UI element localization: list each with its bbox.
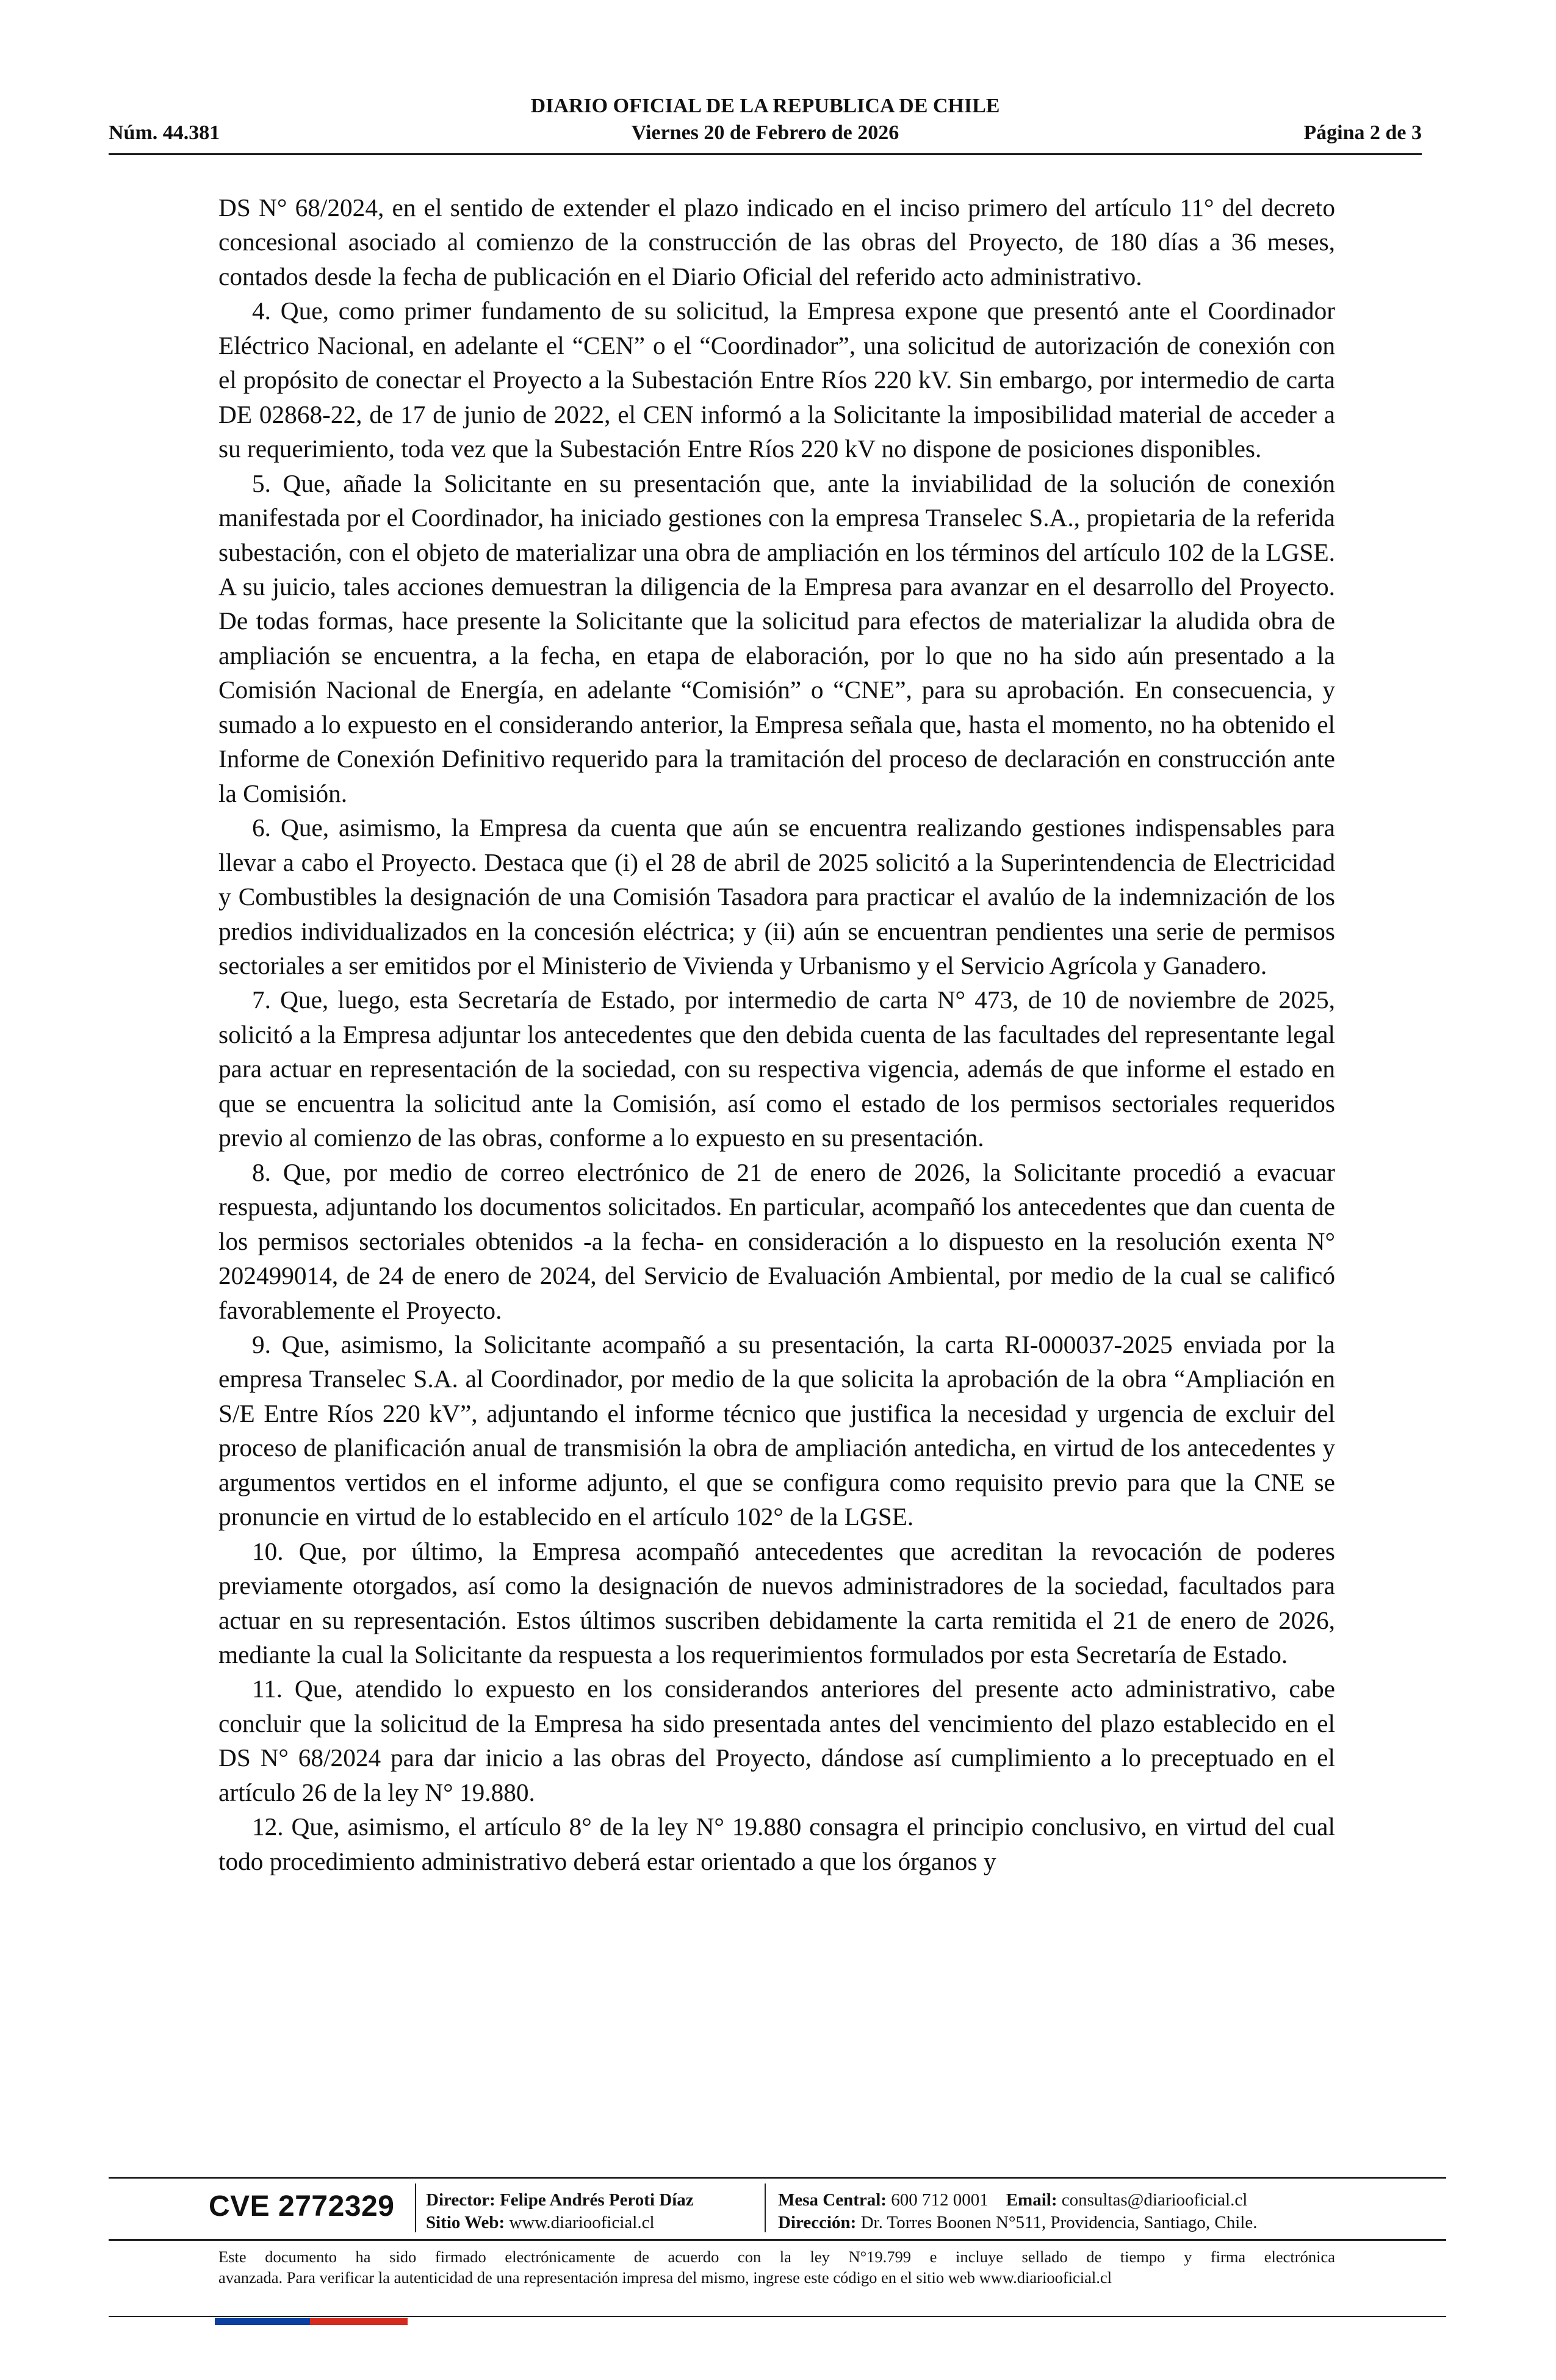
email-link[interactable]: consultas@diariooficial.cl: [1061, 2190, 1248, 2210]
website-label: Sitio Web:: [426, 2213, 505, 2232]
director-label: Director:: [426, 2190, 495, 2210]
footer-bottom-divider: [109, 2316, 1446, 2317]
paragraph-10: 10. Que, por último, la Empresa acompañó antecedentes que acreditan la revocación de poderes previamente otorgados, así como la designación de nuevos administradores de la sociedad, facultados para actuar en su representación. Estos últimos suscriben debidamente la carta remitida el 21 de enero de 2026, mediante la cual la Solicitante da respuesta a los requerimientos formulados por esta Secretaría de Estado.: [218, 1537, 1335, 1669]
paragraph-5: 5. Que, añade la Solicitante en su presentación que, ante la inviabilidad de la solución de conexión manifestada por el Coordinador, ha iniciado gestiones con la empresa Transelec S.A., propietaria de la referida subestación, con el objeto de materializar una obra de ampliación en los términos del artículo 102 de la LGSE. A su juicio, tales acciones demuestran la diligencia de la Empresa para avanzar en el desarrollo del Proyecto. De todas formas, hace presente la Solicitante que la solicitud para efectos de materializar la aludida obra de ampliación se encuentra, a la fecha, en etapa de elaboración, por lo que no ha sido aún presentado a la Comisión Nacional de Energía, en adelante “Comisión” o “CNE”, para su aprobación. En consecuencia, y sumado a lo expuesto en el considerando anterior, la Empresa señala que, hasta el momento, no ha obtenido el Informe de Conexión Definitivo requerido para la tramitación del proceso de declaración en construcción ante la Comisión.: [218, 469, 1335, 807]
address-label: Dirección:: [778, 2213, 857, 2232]
publication-title: DIARIO OFICIAL DE LA REPUBLICA DE CHILE: [530, 95, 1000, 117]
cve-code: CVE 2772329: [209, 2190, 395, 2223]
disclaimer-line-1: Este documento ha sido firmado electrónicamente de acuerdo con la ley N°19.799 e incluye sellado de tiempo y firma electrónica: [218, 2248, 1335, 2266]
paragraph-11: 11. Que, atendido lo expuesto en los considerandos anteriores del presente acto administrativo, cabe concluir que la solicitud de la Empresa ha sido presentada antes del vencimiento del plazo establecido en el DS N° 68/2024 para dar inicio a las obras del Proyecto, dándose así cumplimiento a lo preceptuado en el artículo 26 de la ley N° 19.880.: [218, 1675, 1335, 1806]
header-divider: [109, 153, 1422, 155]
website-link[interactable]: www.diariooficial.cl: [509, 2213, 655, 2232]
paragraph-9: 9. Que, asimismo, la Solicitante acompañó a su presentación, la carta RI-000037-2025 enviada por la empresa Transelec S.A. al Coordinador, por medio de la que solicita la aprobación de la obra “Ampliación en S/E Entre Ríos 220 kV”, adjuntando el informe técnico que justifica la necesidad y urgencia de excluir del proceso de planificación anual de transmisión la obra de ampliación antedicha, en virtud de los antecedentes y argumentos vertidos en el informe adjunto, el que se configura como requisito previo para que la CNE se pronuncie en virtud de lo establecido en el artículo 102° de la LGSE.: [218, 1330, 1335, 1531]
flag-stripe-red: [310, 2318, 408, 2325]
flag-stripe-blue: [215, 2318, 310, 2325]
page-header: [109, 95, 1422, 156]
paragraph-12: 12. Que, asimismo, el artículo 8° de la ley N° 19.880 consagra el principio conclusivo, en virtud del cual todo procedimiento administrativo deberá estar orientado a que los órganos y: [218, 1812, 1335, 1875]
issue-date: Viernes 20 de Febrero de 2026: [631, 121, 899, 144]
footer-director-block: [426, 2189, 694, 2234]
paragraph-6: 6. Que, asimismo, la Empresa da cuenta que aún se encuentra realizando gestiones indispensables para llevar a cabo el Proyecto. Destaca que (i) el 28 de abril de 2025 solicitó a la Superintendencia de Electricidad y Combustibles la designación de una Comisión Tasadora para practicar el avalúo de la indemnización de los predios individualizados en la concesión eléctrica; y (ii) aún se encuentran pendientes una serie de permisos sectoriales a ser emitidos por el Ministerio de Vivienda y Urbanismo y el Servicio Agrícola y Ganadero.: [218, 813, 1335, 979]
disclaimer-line-2: avanzada. Para verificar la autenticidad de una representación impresa del mismo, ingrese este código en el sitio web www.diariooficial.cl: [218, 2268, 1112, 2287]
footer-contact-block: [778, 2189, 1257, 2234]
issue-number: Núm. 44.381: [109, 121, 220, 144]
email-label: Email:: [1006, 2190, 1057, 2210]
phone-number: 600 712 0001: [891, 2190, 989, 2210]
director-name: Felipe Andrés Peroti Díaz: [500, 2190, 694, 2210]
page-number: Página 2 de 3: [1303, 121, 1422, 144]
footer-separator: [765, 2183, 766, 2232]
phone-label: Mesa Central:: [778, 2190, 887, 2210]
paragraph-7: 7. Que, luego, esta Secretaría de Estado, por intermedio de carta N° 473, de 10 de noviembre de 2025, solicitó a la Empresa adjuntar los antecedentes que den debida cuenta de las facultades del representante legal para actuar en representación de la sociedad, con su respectiva vigencia, además de que informe el estado en que se encuentra la solicitud ante la Comisión, así como el estado de los permisos sectoriales requeridos previo al comienzo de las obras, conforme a lo expuesto en su presentación.: [218, 986, 1335, 1152]
paragraph-8: 8. Que, por medio de correo electrónico de 21 de enero de 2026, la Solicitante procedió a evacuar respuesta, adjuntando los documentos solicitados. En particular, acompañó los antecedentes que dan cuenta de los permisos sectoriales obtenidos -a la fecha- en consideración a lo dispuesto en la resolución exenta N° 202499014, de 24 de enero de 2024, del Servicio de Evaluación Ambiental, por medio de la cual se calificó favorablemente el Proyecto.: [218, 1158, 1335, 1324]
footer-separator: [415, 2183, 416, 2232]
address-text: Dr. Torres Boonen N°511, Providencia, Santiago, Chile.: [860, 2213, 1258, 2232]
paragraph-continuation: DS N° 68/2024, en el sentido de extender el plazo indicado en el inciso primero del artículo 11° del decreto concesional asociado al comienzo de la construcción de las obras del Proyecto, de 180 días a 36 meses, contados desde la fecha de publicación en el Diario Oficial del referido acto administrativo.: [218, 193, 1335, 290]
signature-disclaimer: [218, 2246, 1335, 2288]
document-body: [218, 190, 1335, 1878]
footer-top-divider: [109, 2177, 1446, 2179]
paragraph-4: 4. Que, como primer fundamento de su solicitud, la Empresa expone que presentó ante el Coordinador Eléctrico Nacional, en adelante el “CEN” o el “Coordinador”, una solicitud de autorización de conexión con el propósito de conectar el Proyecto a la Subestación Entre Ríos 220 kV. Sin embargo, por intermedio de carta DE 02868-22, de 17 de junio de 2022, el CEN informó a la Solicitante la imposibilidad material de acceder a su requerimiento, toda vez que la Subestación Entre Ríos 220 kV no dispone de posiciones disponibles.: [218, 297, 1335, 463]
footer-mid-divider: [109, 2239, 1446, 2241]
